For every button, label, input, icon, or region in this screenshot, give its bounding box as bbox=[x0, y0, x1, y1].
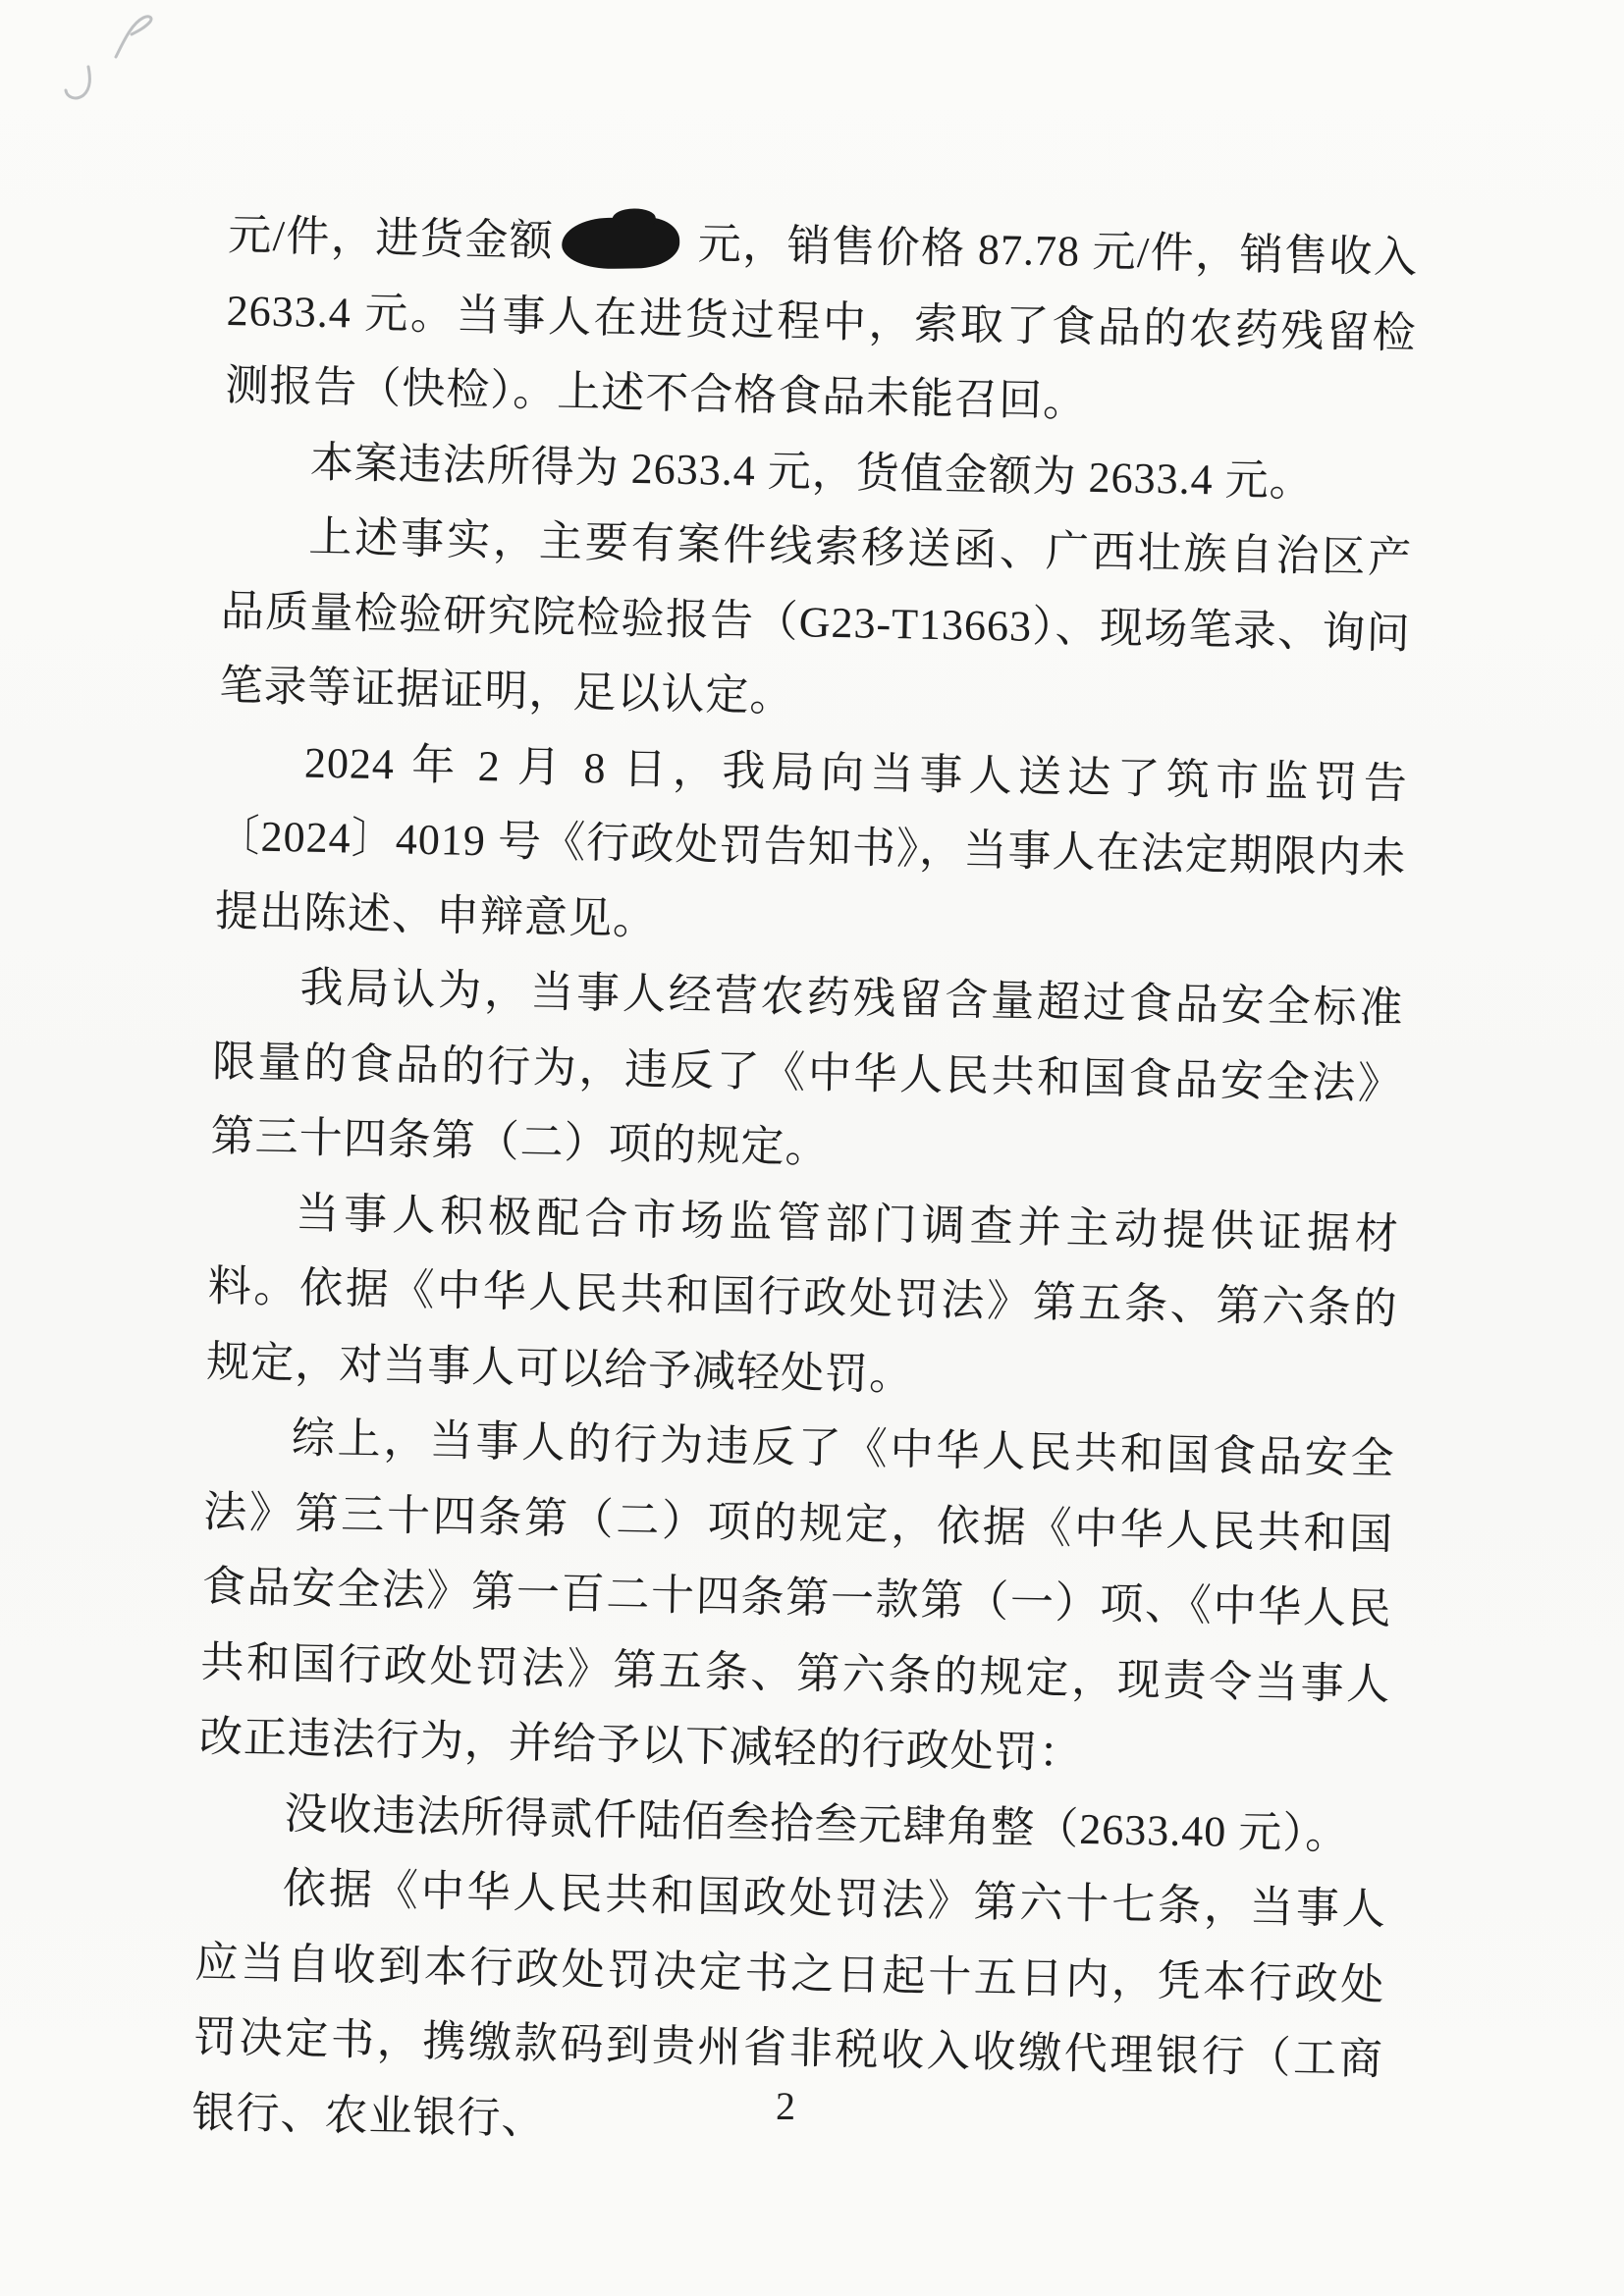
paragraph-violation-finding: 我局认为，当事人经营农药残留含量超过食品安全标准限量的食品的行为，违反了《中华人民共和国食品安全法》第三十四条第（二）项的规定。 bbox=[210, 963, 1404, 1172]
paragraph-mitigation-basis: 当事人积极配合市场监管部门调查并主动提供证据材料。依据《中华人民共和国行政处罚法》第五条、第六条的规定，对当事人可以给予减轻处罚。 bbox=[205, 1189, 1400, 1400]
page-number: 2 bbox=[776, 2084, 795, 2128]
paragraph-notification-delivery: 2024 年 2 月 8 日，我局向当事人送达了筑市监罚告〔2024〕4019 号《行政处罚告知书》，当事人在法定期限内未提出陈述、申辩意见。 bbox=[214, 738, 1409, 944]
pen-j-mark-icon bbox=[59, 63, 98, 108]
paragraph-confiscation-decision: 没收违法所得贰仟陆佰叁拾叁元肆角整（2633.40 元）。 bbox=[283, 1789, 1350, 1858]
document-text-block bbox=[191, 198, 1419, 2173]
redaction-mark bbox=[562, 217, 680, 270]
paragraph-purchase-sales-info bbox=[225, 198, 1419, 447]
paragraph-legal-conclusion: 综上，当事人的行为违反了《中华人民共和国食品安全法》第三十四条第（二）项的规定，依据《中华人民共和国食品安全法》第一百二十四条第一款第（一）项、《中华人民共和国行政处罚法》第五条、第六条的规定，现责令当事人改正违法行为，并给予以下减轻的行政处罚： bbox=[198, 1414, 1396, 1778]
paragraph-evidence-list: 上述事实，主要有案件线索移送函、广西壮族自治区产品质量检验研究院检验报告（G23-T13663）、现场笔录、询问笔录等证据证明，足以认定。 bbox=[218, 512, 1413, 721]
paragraph-payment-instruction: 依据《中华人民共和国政处罚法》第六十七条，当事人应当自收到本行政处罚决定书之日起十五日内，凭本行政处罚决定书，携缴款码到贵州省非税收入收缴代理银行（工商银行、农业银行、 bbox=[191, 1864, 1387, 2144]
paragraph-text-after-redaction: 元，销售价格 87.78 元/件，销售收入 2633.4 元。当事人在进货过程中，索取了食品的农药残留检测报告（快检）。上述不合格食品未能召回。 bbox=[224, 219, 1419, 426]
pen-squiggle-mark-icon bbox=[110, 8, 161, 65]
paragraph-text-before-redaction: 元/件，进货金额 bbox=[227, 210, 555, 266]
paragraph-illegal-gains: 本案违法所得为 2633.4 元，货值金额为 2633.4 元。 bbox=[309, 438, 1315, 506]
